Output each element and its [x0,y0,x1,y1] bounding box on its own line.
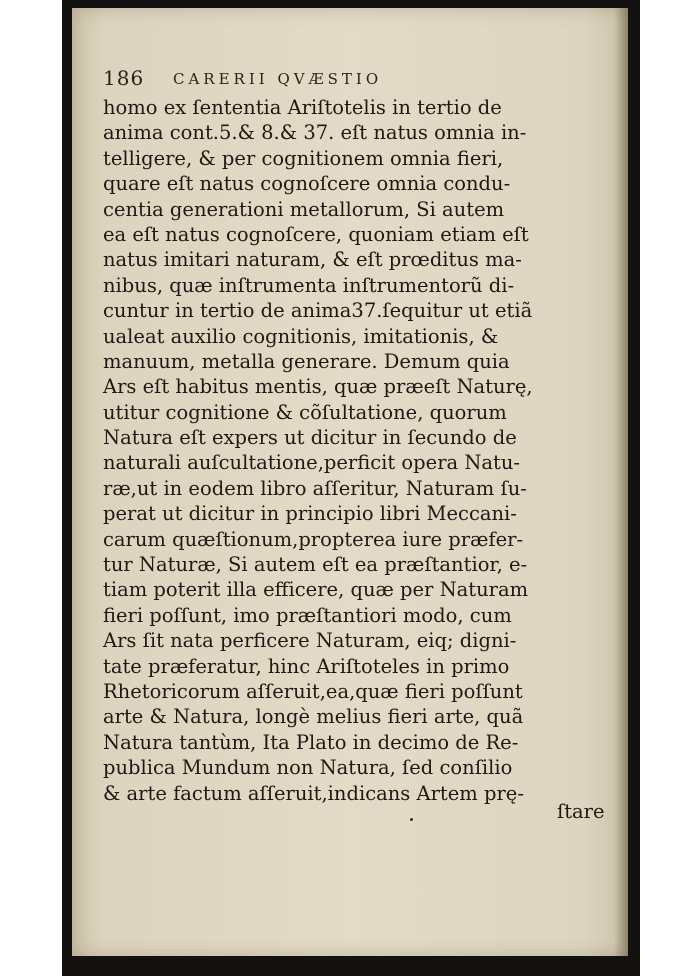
text-line: natus imitari naturam, & eſt prœditus ma- [103,248,522,272]
text-line: telligere, & per cognitionem omnia fieri, [103,146,504,170]
text-line: Rhetoricorum aſſeruit,ea,quæ fieri poſſunt [103,679,523,703]
text-line: carum quæſtionum,propterea iure præfer- [103,527,524,551]
catchword: ſtare [557,800,605,823]
text-line: manuum, metalla generare. Demum quia [103,349,510,373]
page-gutter-shadow [614,8,628,956]
text-line: ualeat auxilio cognitionis, imitationis, & [103,324,499,348]
text-line: nibus, quæ inſtrumenta inſtrumentorũ di- [103,273,515,297]
text-line: centia generationi metallorum, Si autem [103,197,505,221]
text-line: homo ex ſententia Ariſtotelis in tertio de [103,96,502,119]
text-line: tur Naturæ, Si autem eſt ea præſtantior, e- [103,553,528,577]
text-line: fieri poſſunt, imo præſtantiori modo, cum [103,603,512,627]
body-text [103,95,603,806]
text-line: cuntur in tertio de anima37.ſequitur ut etiã [103,299,533,323]
page-number: 186 [103,66,145,90]
text-line: anima cont.5.& 8.& 37. eſt natus omnia in- [103,121,527,145]
text-line: publica Mundum non Natura, ſed conſilio [103,756,513,780]
text-line: arte & Natura, longè melius fieri arte, quã [103,705,524,729]
text-line: Natura tantùm, Ita Plato in decimo de Re- [103,730,519,754]
text-line: Ars eſt habitus mentis, quæ præeſt Naturę, [103,375,533,399]
text-line: ræ,ut in eodem libro aſſeritur, Naturam ſu- [103,476,527,500]
text-line: quare eſt natus cognoſcere omnia condu- [103,172,511,196]
text-line: utitur cognitione & cõſultatione, quorum [103,400,507,424]
text-line: Ars ſit nata perficere Naturam, eiq; digni- [103,629,517,653]
text-line: perat ut dicitur in principio libri Meccani- [103,502,517,526]
running-head: CARERII QVÆSTIO [173,70,383,88]
text-line: & arte factum aſſeruit,indicans Artem prę- [103,781,524,805]
text-line: tiam poterit illa efficere, quæ per Naturam [103,578,529,602]
text-line: Natura eſt expers ut dicitur in ſecundo de [103,426,517,450]
ink-speck [410,818,413,821]
text-line: ea eſt natus cognoſcere, quoniam etiam eſt [103,222,529,246]
page-header [103,66,533,92]
text-line: naturali auſcultatione,perficit opera Natu- [103,451,521,475]
text-line: tate præferatur, hinc Ariſtoteles in primo [103,654,510,678]
